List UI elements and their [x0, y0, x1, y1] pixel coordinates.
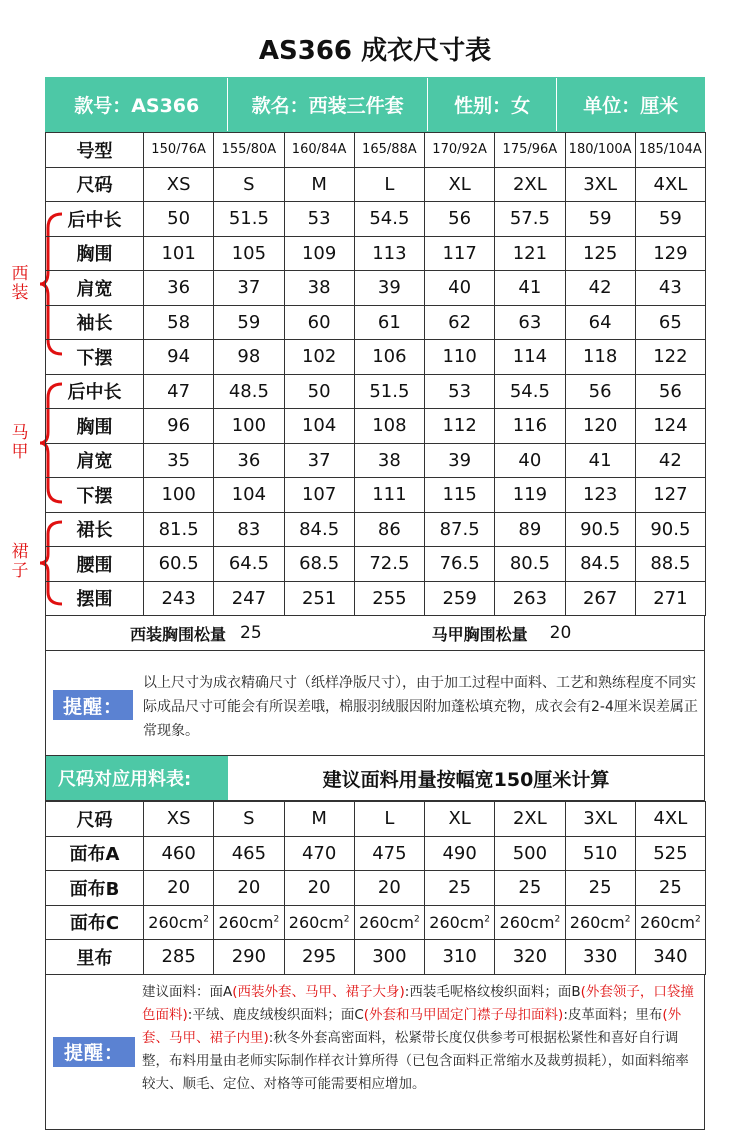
table-row: [46, 374, 706, 409]
table-cell: 185/104A: [635, 133, 705, 168]
table-cell: L: [354, 167, 424, 202]
table-cell: 124: [635, 409, 705, 444]
table-cell: 129: [635, 236, 705, 271]
table-cell: 25: [495, 871, 565, 906]
table-cell: 4XL: [635, 167, 705, 202]
table-cell: S: [214, 802, 284, 837]
vest-ease-label: 马甲胸围松量: [431, 624, 528, 644]
table-cell: L: [354, 802, 424, 837]
table-cell: 180/100A: [565, 133, 635, 168]
table-cell: 320: [495, 940, 565, 975]
table-cell: 255: [354, 581, 424, 616]
table-cell: $260cm^2$: [144, 905, 214, 940]
reminder-badge: 提醒：: [53, 690, 133, 720]
table-cell: 59: [565, 202, 635, 237]
table-cell: 20: [284, 871, 354, 906]
row-label: 后中长: [46, 374, 144, 409]
table-cell: 114: [495, 340, 565, 375]
table-cell: 51.5: [354, 374, 424, 409]
unit: 单位：厘米: [583, 95, 679, 117]
gender: 性别：女: [428, 78, 558, 131]
table-cell: 120: [565, 409, 635, 444]
table-cell: M: [284, 802, 354, 837]
table-row: [46, 305, 706, 340]
table-cell: 89: [495, 512, 565, 547]
table-cell: 285: [144, 940, 214, 975]
table-cell: 63: [495, 305, 565, 340]
table-cell: 340: [635, 940, 705, 975]
table-cell: 96: [144, 409, 214, 444]
table-cell: 40: [425, 271, 495, 306]
size-chart: [45, 77, 705, 1130]
table-cell: 53: [284, 202, 354, 237]
vest-ease-value: 20: [549, 623, 572, 643]
table-cell: 116: [495, 409, 565, 444]
table-cell: 510: [565, 836, 635, 871]
row-label: 尺码: [46, 167, 144, 202]
table-cell: 60: [284, 305, 354, 340]
table-cell: $260cm^2$: [425, 905, 495, 940]
style-name: 款名：西装三件套: [228, 78, 427, 131]
table-cell: 2XL: [495, 167, 565, 202]
table-cell: $260cm^2$: [565, 905, 635, 940]
table-cell: 50: [144, 202, 214, 237]
table-row: [46, 340, 706, 375]
table-cell: 121: [495, 236, 565, 271]
table-cell: 90.5: [635, 512, 705, 547]
table-row: [46, 836, 706, 871]
fabric-section-header: [45, 756, 705, 801]
table-cell: 41: [565, 443, 635, 478]
table-cell: 150/76A: [144, 133, 214, 168]
table-cell: 104: [284, 409, 354, 444]
row-label: 肩宽: [46, 271, 144, 306]
table-cell: 35: [144, 443, 214, 478]
table-cell: 59: [635, 202, 705, 237]
table-cell: 112: [425, 409, 495, 444]
body-text: :平绒、鹿皮绒梭织面料；面C: [187, 1006, 364, 1023]
table-cell: 54.5: [495, 374, 565, 409]
table-cell: 36: [144, 271, 214, 306]
row-label: 裙长: [46, 512, 144, 547]
group-label-suit: 西 装: [11, 264, 29, 303]
table-cell: 259: [425, 581, 495, 616]
table-cell: 111: [354, 478, 424, 513]
highlight-text: (外套领子，口袋撞色面料): [142, 983, 694, 1023]
table-cell: 127: [635, 478, 705, 513]
table-row: [46, 581, 706, 616]
fabric-table: [45, 801, 706, 975]
table-cell: 51.5: [214, 202, 284, 237]
table-cell: 25: [635, 871, 705, 906]
table-cell: XS: [144, 167, 214, 202]
table-cell: 25: [425, 871, 495, 906]
table-cell: S: [214, 167, 284, 202]
table-cell: 500: [495, 836, 565, 871]
table-cell: 36: [214, 443, 284, 478]
table-cell: 84.5: [284, 512, 354, 547]
table-cell: 4XL: [635, 802, 705, 837]
table-row: [46, 871, 706, 906]
row-label: 后中长: [46, 202, 144, 237]
table-cell: 42: [565, 271, 635, 306]
table-cell: 59: [214, 305, 284, 340]
reminder-box: [45, 651, 705, 756]
suit-ease-value: 25: [240, 623, 262, 643]
table-row: [46, 940, 706, 975]
table-row: [46, 236, 706, 271]
table-cell: 87.5: [425, 512, 495, 547]
table-cell: 86: [354, 512, 424, 547]
table-cell: 62: [425, 305, 495, 340]
row-label: 号型: [46, 133, 144, 168]
table-cell: 25: [565, 871, 635, 906]
table-cell: 263: [495, 581, 565, 616]
table-cell: 20: [214, 871, 284, 906]
row-label: 肩宽: [46, 443, 144, 478]
table-row: [46, 409, 706, 444]
highlight-text: (西装外套、马甲、裙子大身): [232, 983, 405, 1000]
table-cell: 300: [354, 940, 424, 975]
table-cell: 64.5: [214, 547, 284, 582]
table-cell: XL: [425, 802, 495, 837]
table-cell: 113: [354, 236, 424, 271]
table-cell: 20: [354, 871, 424, 906]
table-cell: 251: [284, 581, 354, 616]
table-cell: 3XL: [565, 167, 635, 202]
body-text: :秋冬外套高密面料，松紧带长度仅供参考可根据松紧性和喜好自行调整，布料用量由老师实际制作样衣计算所得（已包含面料正常缩水及裁剪损耗），如面料缩率较大、顺毛、定位、对格等可能需要相应增加。: [142, 1029, 689, 1092]
table-cell: 100: [144, 478, 214, 513]
table-cell: 330: [565, 940, 635, 975]
table-cell: 490: [425, 836, 495, 871]
table-cell: 102: [284, 340, 354, 375]
fabric-section-title: 建议面料用量按幅宽150厘米计算: [322, 768, 610, 791]
table-cell: 61: [354, 305, 424, 340]
table-cell: 76.5: [425, 547, 495, 582]
table-cell: 48.5: [214, 374, 284, 409]
table-cell: 115: [425, 478, 495, 513]
table-cell: 64: [565, 305, 635, 340]
table-cell: 20: [144, 871, 214, 906]
table-row: [46, 271, 706, 306]
table-row: [46, 478, 706, 513]
info-header: [45, 77, 705, 132]
table-cell: $260cm^2$: [635, 905, 705, 940]
table-row: [46, 202, 706, 237]
table-cell: 105: [214, 236, 284, 271]
table-cell: 80.5: [495, 547, 565, 582]
table-row: [46, 547, 706, 582]
table-cell: 38: [284, 271, 354, 306]
table-cell: 50: [284, 374, 354, 409]
table-cell: 58: [144, 305, 214, 340]
size-table: [45, 132, 706, 616]
ease-row: [45, 616, 705, 651]
row-label: 胸围: [46, 236, 144, 271]
suit-ease-label: 西装胸围松量: [130, 624, 227, 644]
table-cell: 119: [495, 478, 565, 513]
table-cell: 107: [284, 478, 354, 513]
reminder-text: 以上尺寸为成衣精确尺寸（纸样净版尺寸），由于加工过程中面料、工艺和熟练程度不同实际成品尺寸可能会有所误差哦，棉服羽绒服因附加蓬松填充物，成衣会有2-4厘米误差属正常现象。: [143, 675, 698, 739]
table-cell: 106: [354, 340, 424, 375]
table-cell: $260cm^2$: [214, 905, 284, 940]
table-cell: 54.5: [354, 202, 424, 237]
table-row: [46, 905, 706, 940]
table-cell: 39: [354, 271, 424, 306]
table-cell: 123: [565, 478, 635, 513]
model-row: [46, 133, 706, 168]
highlight-text: (外套和马甲固定门襟子母扣面料): [363, 1006, 564, 1023]
table-cell: 109: [284, 236, 354, 271]
table-cell: 110: [425, 340, 495, 375]
table-cell: 43: [635, 271, 705, 306]
table-cell: 68.5: [284, 547, 354, 582]
table-cell: 165/88A: [354, 133, 424, 168]
row-label: 尺码: [46, 802, 144, 837]
table-cell: 37: [284, 443, 354, 478]
size-row: [46, 802, 706, 837]
table-cell: 37: [214, 271, 284, 306]
table-cell: 83: [214, 512, 284, 547]
fabric-reminder-text: [142, 981, 698, 1096]
row-label: 面布B: [46, 871, 144, 906]
body-text: :西装毛呢格纹梭织面料；面B: [404, 983, 581, 1000]
table-cell: $260cm^2$: [284, 905, 354, 940]
row-label: 腰围: [46, 547, 144, 582]
table-cell: M: [284, 167, 354, 202]
table-cell: 170/92A: [425, 133, 495, 168]
table-cell: 271: [635, 581, 705, 616]
table-cell: 40: [495, 443, 565, 478]
table-cell: 117: [425, 236, 495, 271]
table-cell: $260cm^2$: [495, 905, 565, 940]
table-cell: 175/96A: [495, 133, 565, 168]
table-cell: 100: [214, 409, 284, 444]
row-label: 下摆: [46, 340, 144, 375]
table-cell: $260cm^2$: [354, 905, 424, 940]
fabric-reminder-box: [45, 975, 705, 1130]
table-cell: 470: [284, 836, 354, 871]
table-cell: 310: [425, 940, 495, 975]
table-cell: 104: [214, 478, 284, 513]
table-cell: 525: [635, 836, 705, 871]
table-cell: 56: [635, 374, 705, 409]
fabric-reminder-badge: 提醒：: [53, 1037, 135, 1067]
size-row: [46, 167, 706, 202]
table-cell: 60.5: [144, 547, 214, 582]
table-cell: 56: [565, 374, 635, 409]
row-label: 面布C: [46, 905, 144, 940]
table-cell: 118: [565, 340, 635, 375]
table-cell: 90.5: [565, 512, 635, 547]
table-cell: 98: [214, 340, 284, 375]
row-label: 里布: [46, 940, 144, 975]
table-cell: 247: [214, 581, 284, 616]
table-cell: 56: [425, 202, 495, 237]
table-cell: 88.5: [635, 547, 705, 582]
body-text: :皮革面料；里布: [563, 1006, 663, 1023]
table-cell: 108: [354, 409, 424, 444]
highlight-text: (外套、马甲、裙子内里): [142, 1006, 682, 1046]
table-cell: 465: [214, 836, 284, 871]
table-cell: 57.5: [495, 202, 565, 237]
row-label: 袖长: [46, 305, 144, 340]
group-label-vest: 马 甲: [11, 423, 29, 462]
table-cell: 295: [284, 940, 354, 975]
table-row: [46, 443, 706, 478]
table-cell: XS: [144, 802, 214, 837]
table-cell: 3XL: [565, 802, 635, 837]
row-label: 摆围: [46, 581, 144, 616]
fabric-section-tag: 尺码对应用料表:: [46, 756, 228, 800]
table-cell: 53: [425, 374, 495, 409]
table-cell: 101: [144, 236, 214, 271]
table-cell: 38: [354, 443, 424, 478]
table-cell: 84.5: [565, 547, 635, 582]
table-cell: 475: [354, 836, 424, 871]
table-cell: 243: [144, 581, 214, 616]
body-text: 建议面料：面A: [142, 983, 233, 1000]
table-row: [46, 512, 706, 547]
table-cell: 94: [144, 340, 214, 375]
page-title: AS366 成衣尺寸表: [258, 36, 492, 66]
table-cell: 155/80A: [214, 133, 284, 168]
table-cell: 39: [425, 443, 495, 478]
group-label-skirt: 裙 子: [11, 542, 29, 581]
table-cell: 2XL: [495, 802, 565, 837]
table-cell: 65: [635, 305, 705, 340]
table-cell: 72.5: [354, 547, 424, 582]
row-label: 下摆: [46, 478, 144, 513]
row-label: 胸围: [46, 409, 144, 444]
table-cell: 42: [635, 443, 705, 478]
row-label: 面布A: [46, 836, 144, 871]
style-number: 款号：AS366: [46, 78, 228, 131]
table-cell: 460: [144, 836, 214, 871]
table-cell: 125: [565, 236, 635, 271]
table-cell: 160/84A: [284, 133, 354, 168]
table-cell: 267: [565, 581, 635, 616]
table-cell: 290: [214, 940, 284, 975]
table-cell: 81.5: [144, 512, 214, 547]
table-cell: XL: [425, 167, 495, 202]
table-cell: 41: [495, 271, 565, 306]
table-cell: 47: [144, 374, 214, 409]
table-cell: 122: [635, 340, 705, 375]
